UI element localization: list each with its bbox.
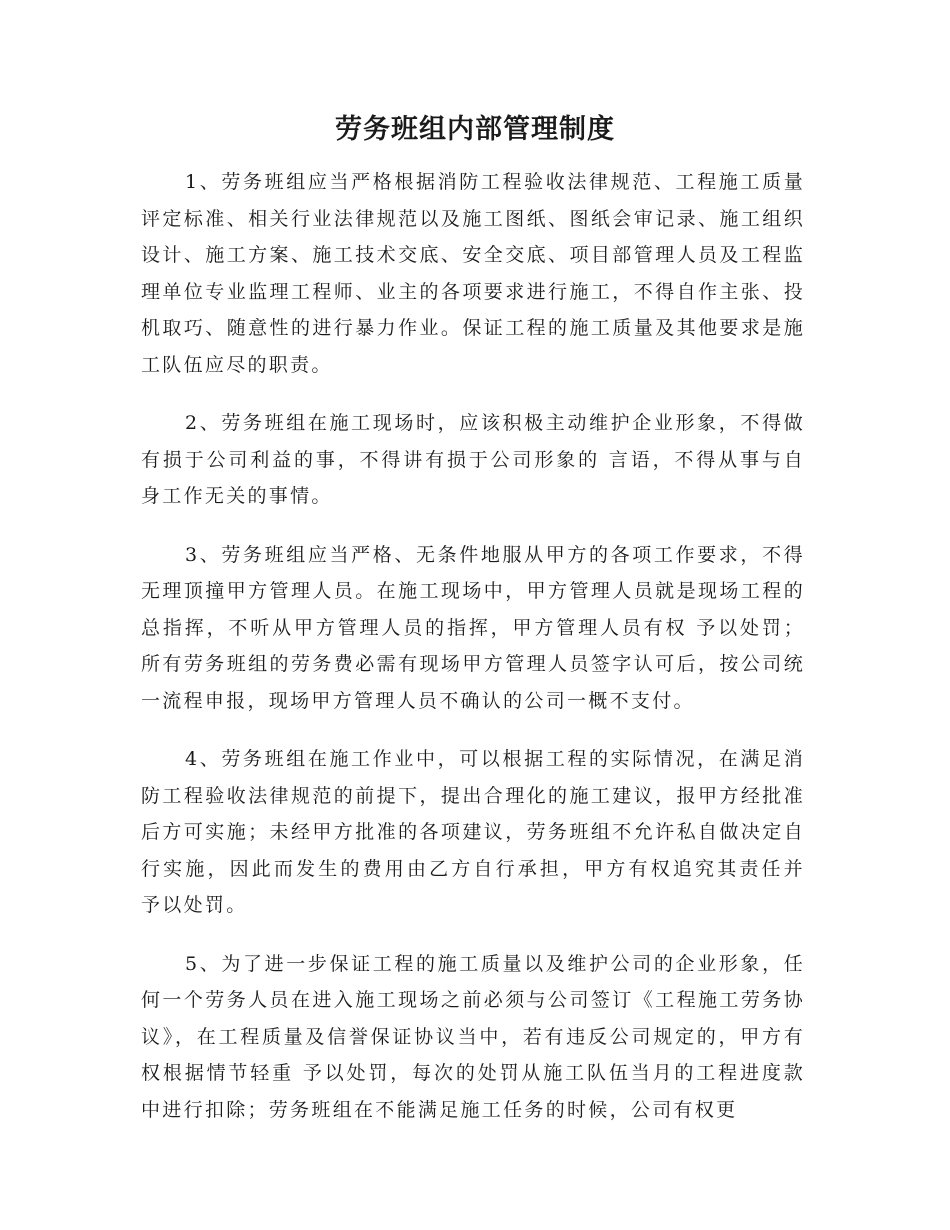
document-body: [141, 164, 805, 1150]
paragraph-2: 2、劳务班组在施工现场时，应该积极主动维护企业形象，不得做有损于公司利益的事，不得讲有损于公司形象的 言语，不得从事与自身工作无关的事情。: [141, 412, 805, 507]
paragraph-3: 3、劳务班组应当严格、无条件地服从甲方的各项工作要求，不得无理顶撞甲方管理人员。在施工现场中，甲方管理人员就是现场工程的总指挥，不听从甲方管理人员的指挥，甲方管理人员有权 予以处罚；所有劳务班组的劳务费必需有现场甲方管理人员签字认可后，按公司统一流程申报，现场甲方管理人员不确认的公司一概不支付。: [141, 543, 805, 712]
paragraph-1: 1、劳务班组应当严格根据消防工程验收法律规范、工程施工质量评定标准、相关行业法律规范以及施工图纸、图纸会审记录、施工组织设计、施工方案、施工技术交底、安全交底、项目部管理人员及工程监理单位专业监理工程师、业主的各项要求进行施工，不得自作主张、投机取巧、随意性的进行暴力作业。保证工程的施工质量及其他要求是施工队伍应尽的职责。: [141, 171, 805, 376]
paragraph-5: 5、为了进一步保证工程的施工质量以及维护公司的企业形象，任何一个劳务人员在进入施工现场之前必须与公司签订《工程施工劳务协议》，在工程质量及信誉保证协议当中，若有违反公司规定的，甲方有权根据情节轻重 予以处罚，每次的处罚从施工队伍当月的工程进度款中进行扣除；劳务班组在不能满足施工任务的时候，公司有权更: [141, 952, 805, 1121]
paragraph-4: 4、劳务班组在施工作业中，可以根据工程的实际情况，在满足消防工程验收法律规范的前提下，提出合理化的施工建议，报甲方经批准后方可实施；未经甲方批准的各项建议，劳务班组不允许私自做决定自行实施，因此而发生的费用由乙方自行承担，甲方有权追究其责任并 予以处罚。: [141, 748, 805, 916]
document-title: 劳务班组内部管理制度: [335, 114, 615, 145]
